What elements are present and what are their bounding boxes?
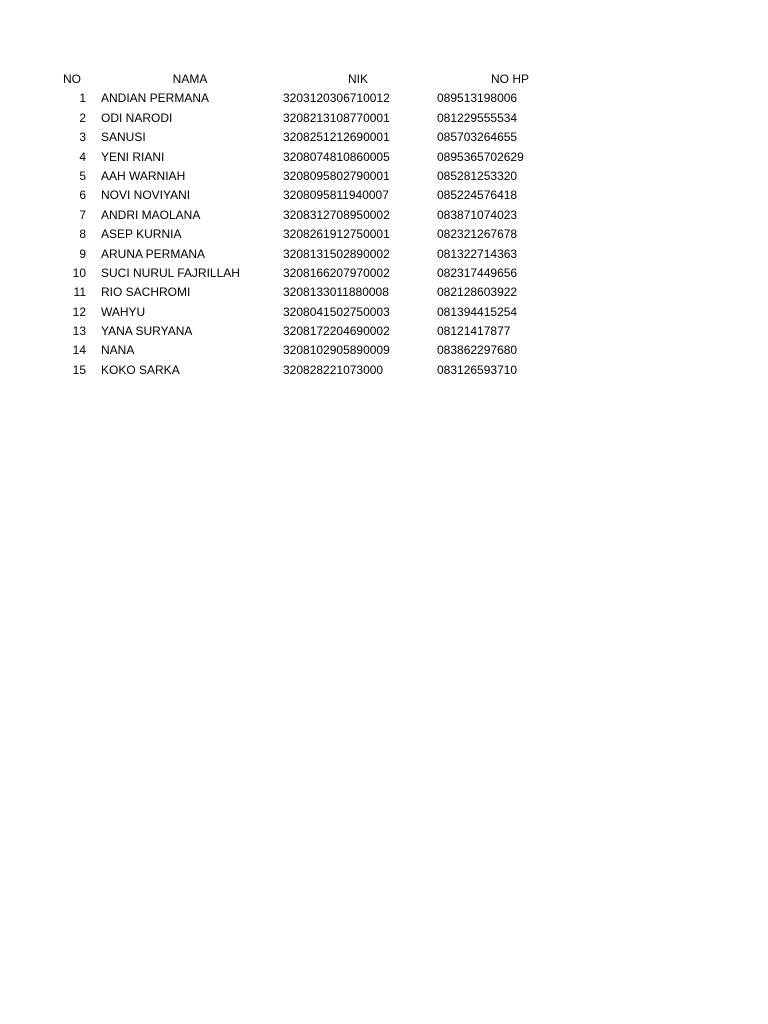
table-row [0,225,768,244]
row-number: 8 [79,227,86,242]
row-number: 15 [72,362,86,377]
row-nama: NANA [101,343,135,358]
row-no-hp: 082321267678 [437,227,518,242]
row-no-hp: 089513198006 [437,91,518,106]
data-sheet [0,70,768,380]
table-row [0,303,768,322]
row-number: 1 [79,91,86,106]
row-no-hp: 0895365702629 [437,149,524,164]
row-number: 5 [79,168,86,183]
header-nik: NIK [347,72,368,86]
row-nik: 3208095802790001 [283,168,390,183]
row-no-hp: 083871074023 [437,207,518,222]
row-nik: 3208213108770001 [283,110,390,125]
row-nama: ANDRI MAOLANA [101,207,201,222]
table-row [0,341,768,360]
row-nik: 3208251212690001 [283,130,390,145]
header-no: NO [63,72,81,86]
row-nik: 3208133011880008 [283,285,389,300]
row-number: 13 [72,324,86,339]
row-nama: ARUNA PERMANA [101,246,206,261]
row-no-hp: 083862297680 [437,343,518,358]
row-number: 14 [72,343,86,358]
table-row [0,283,768,302]
row-nama: AAH WARNIAH [101,168,186,183]
row-nama: YENI RIANI [101,149,165,164]
row-nama: ANDIAN PERMANA [101,91,210,106]
row-number: 11 [73,285,86,300]
row-number: 6 [79,188,86,203]
table-row [0,167,768,186]
row-nama: SUCI NURUL FAJRILLAH [101,265,240,280]
row-nik: 3208312708950002 [283,207,390,222]
row-no-hp: 083126593710 [437,362,518,377]
table-row [0,148,768,167]
row-no-hp: 08121417877 [437,324,511,339]
header-row [0,70,768,89]
row-no-hp: 085224576418 [437,188,518,203]
row-no-hp: 082128603922 [437,285,518,300]
row-nik: 3208074810860005 [283,149,390,164]
row-nik: 3208102905890009 [283,343,390,358]
row-nik: 3208172204690002 [283,324,390,339]
row-number: 12 [72,304,86,319]
row-no-hp: 081229555534 [437,110,518,125]
row-nik: 3208041502750003 [283,304,390,319]
table-row [0,264,768,283]
row-nama: ASEP KURNIA [101,227,182,242]
row-nik: 3208131502890002 [283,246,390,261]
row-nama: NOVI NOVIYANI [101,188,191,203]
row-nik: 3208166207970002 [283,265,390,280]
row-nama: KOKO SARKA [101,362,180,377]
row-nik: 3208095811940007 [283,188,389,203]
row-no-hp: 081394415254 [437,304,518,319]
table-body [0,89,768,380]
table-row [0,186,768,205]
table-row [0,89,768,108]
header-nama: NAMA [172,72,208,86]
table-row [0,245,768,264]
row-nik: 3203120306710012 [283,91,390,106]
row-number: 2 [79,110,86,125]
table-row [0,206,768,225]
row-no-hp: 085703264655 [437,130,518,145]
row-nik: 3208261912750001 [283,227,390,242]
row-no-hp: 081322714363 [437,246,518,261]
row-no-hp: 085281253320 [437,168,518,183]
row-nama: RIO SACHROMI [101,285,191,300]
table-row [0,361,768,380]
row-nama: WAHYU [101,304,146,319]
table-row [0,128,768,147]
row-nik: 320828221073000 [283,362,384,377]
row-nama: YANA SURYANA [101,324,193,339]
row-nama: ODI NARODI [101,110,173,125]
table-row [0,109,768,128]
row-no-hp: 082317449656 [437,265,518,280]
row-number: 4 [79,149,86,164]
row-number: 3 [79,130,86,145]
header-no-hp: NO HP [490,72,529,86]
row-number: 7 [79,207,86,222]
row-nama: SANUSI [101,130,146,145]
row-number: 9 [79,246,86,261]
row-number: 10 [72,265,86,280]
table-row [0,322,768,341]
